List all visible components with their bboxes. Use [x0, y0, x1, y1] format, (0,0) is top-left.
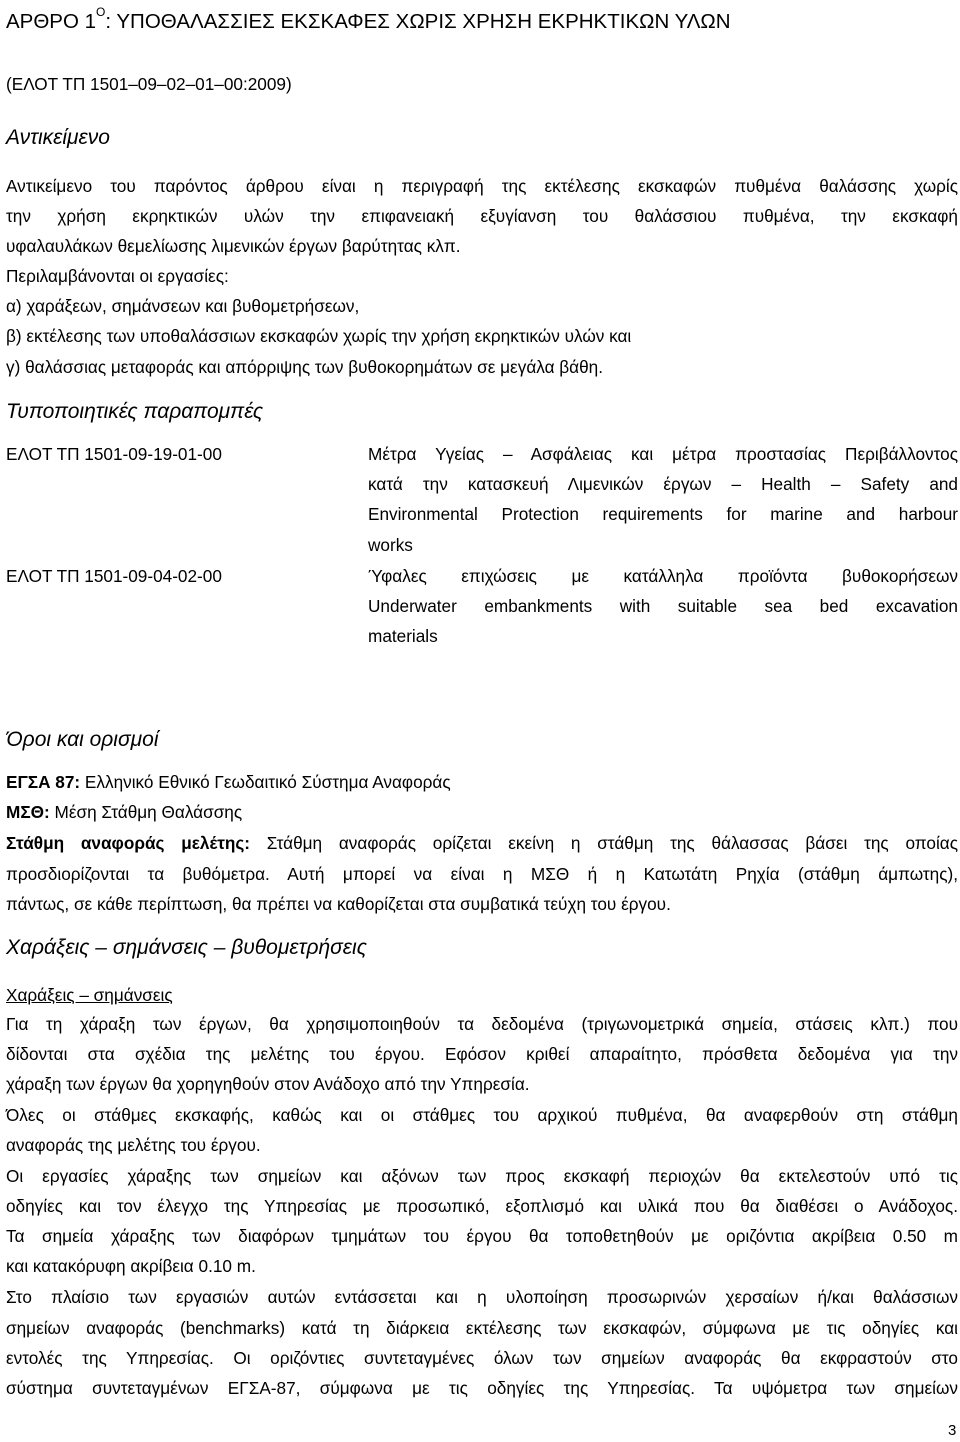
reference-desc-line: Μέτρα Υγείας – Ασφάλειας και μέτρα προστασίας Περιβάλλοντος — [368, 444, 958, 464]
reference-desc-line: κατά την κατασκευή Λιμενικών έργων – Health – Safety and — [368, 474, 958, 494]
surveying-line: αναφοράς της μελέτης του έργου. — [6, 1135, 261, 1155]
surveying-line: και κατακόρυφη ακρίβεια 0.10 m. — [6, 1256, 256, 1276]
surveying-line: Για τη χάραξη των έργων, θα χρησιμοποιηθούν τα δεδομένα (τριγωνομετρικά σημεία, στάσεις κλπ.) που — [6, 1014, 958, 1034]
article-title: ΑΡΘΡΟ $1^O$: ΥΠΟΘΑΛΑΣΣΙΕΣ ΕΚΣΚΑΦΕΣ ΧΩΡΙΣ ΧΡΗΣΗ ΕΚΡΗΚΤΙΚΩΝ ΥΛΩΝ — [6, 5, 731, 33]
surveying-line: Όλες οι στάθμες εκσκαφής, καθώς και οι στάθμες του αρχικού πυθμένα, θα αναφερθούν στη στάθμη — [6, 1105, 958, 1125]
definition-datum-line: προσδιορίζονται τα βυθόμετρα. Αυτή μπορεί να είναι η ΜΣΘ ή η Κατωτάτη Ρηχία (στάθμη άμπωτης), — [6, 864, 958, 884]
definition-egsa: ΕΓΣΑ 87: Ελληνικό Εθνικό Γεωδαιτικό Σύστημα Αναφοράς — [6, 772, 451, 792]
reference-desc-line: Environmental Protection requirements for marine and harbour — [368, 504, 958, 524]
reference-desc-line: Underwater embankments with suitable sea bed excavation — [368, 596, 958, 616]
subject-line-1: Αντικείμενο του παρόντος άρθρου είναι η περιγραφή της εκτέλεσης εκσκαφών πυθμένα θαλάσσης χωρίς — [6, 176, 958, 196]
works-item-c: γ) θαλάσσιας μεταφοράς και απόρριψης των βυθοκορημάτων σε μεγάλα βάθη. — [6, 357, 604, 377]
surveying-line: Στο πλαίσιο των εργασιών αυτών εντάσσεται και η υλοποίηση προσωρινών χερσαίων ή/και θαλάσσιων — [6, 1287, 958, 1307]
surveying-line: εντολές της Υπηρεσίας. Οι οριζόντιες συντεταγμένες όλων των σημείων αναφοράς θα εκφραστούν στο — [6, 1348, 958, 1368]
reference-desc-line: Ύφαλες επιχώσεις με κατάλληλα προϊόντα βυθοκορήσεων — [368, 566, 958, 586]
section-heading-subject: Αντικείμενο — [6, 126, 110, 149]
subject-line-3: υφαλαυλάκων θεμελίωσης λιμενικών έργων βαρύτητας κλπ. — [6, 236, 461, 256]
works-intro: Περιλαμβάνονται οι εργασίες: — [6, 266, 229, 286]
surveying-line: σημείων αναφοράς (benchmarks) κατά τη διάρκεια εκτέλεσης των εκσκαφών, σύμφωνα με τις οδηγίες και — [6, 1318, 958, 1338]
subject-line-2: την χρήση εκρηκτικών υλών την επιφανειακή εξυγίανση του θαλάσσιου πυθμένα, την εκσκαφή — [6, 206, 958, 226]
reference-desc-line: materials — [368, 626, 438, 646]
section-heading-references: Τυποποιητικές παραπομπές — [6, 400, 264, 423]
section-heading-surveying: Χαράξεις – σημάνσεις – βυθομετρήσεις — [6, 936, 367, 959]
works-item-a: α) χαράξεων, σημάνσεων και βυθομετρήσεων, — [6, 296, 360, 316]
page-number: 3 — [948, 1422, 957, 1439]
surveying-line: Οι εργασίες χάραξης των σημείων και αξόνων των προς εκσκαφή περιοχών θα εκτελεστούν υπό τις — [6, 1166, 958, 1186]
definition-datum: Στάθμη αναφοράς μελέτης: Στάθμη αναφοράς ορίζεται εκείνη η στάθμη της θάλασσας βάσει της οποίας — [6, 833, 958, 853]
definition-datum-line: πάντως, σε κάθε περίπτωση, θα πρέπει να καθορίζεται στα συμβατικά τεύχη του έργου. — [6, 894, 671, 914]
surveying-line: δίδονται στα σχέδια της μελέτης του έργου. Εφόσον κριθεί απαραίτητο, πρόσθετα δεδομένα για την — [6, 1044, 958, 1064]
definition-mso: ΜΣΘ: Μέση Στάθμη Θαλάσσης — [6, 802, 243, 822]
surveying-line: χάραξη των έργων θα χορηγηθούν στον Ανάδοχο από την Υπηρεσία. — [6, 1074, 530, 1094]
subsection-heading-marking: Χαράξεις – σημάνσεις — [6, 985, 173, 1005]
surveying-line: οδηγίες και τον έλεγχο της Υπηρεσίας με προσωπικό, εξοπλισμό και υλικά που θα διαθέσει ο Ανάδοχος. — [6, 1196, 958, 1216]
surveying-line: σύστημα συντεταγμένων ΕΓΣΑ-87, σύμφωνα με τις οδηγίες της Υπηρεσίας. Τα υψόμετρα των σημείων — [6, 1378, 958, 1398]
reference-desc-line: works — [368, 535, 413, 555]
reference-code: ΕΛΟΤ ΤΠ 1501-09-19-01-00 — [6, 444, 222, 464]
standard-code: (ΕΛΟΤ ΤΠ 1501–09–02–01–00:2009) — [6, 74, 292, 94]
works-item-b: β) εκτέλεσης των υποθαλάσσιων εκσκαφών χωρίς την χρήση εκρηκτικών υλών και — [6, 326, 632, 346]
reference-code: ΕΛΟΤ ΤΠ 1501-09-04-02-00 — [6, 566, 222, 586]
section-heading-definitions: Όροι και ορισμοί — [6, 728, 159, 751]
surveying-line: Τα σημεία χάραξης των διαφόρων τμημάτων του έργου θα τοποθετηθούν με οριζόντια ακρίβεια 0.50 m — [6, 1226, 958, 1246]
